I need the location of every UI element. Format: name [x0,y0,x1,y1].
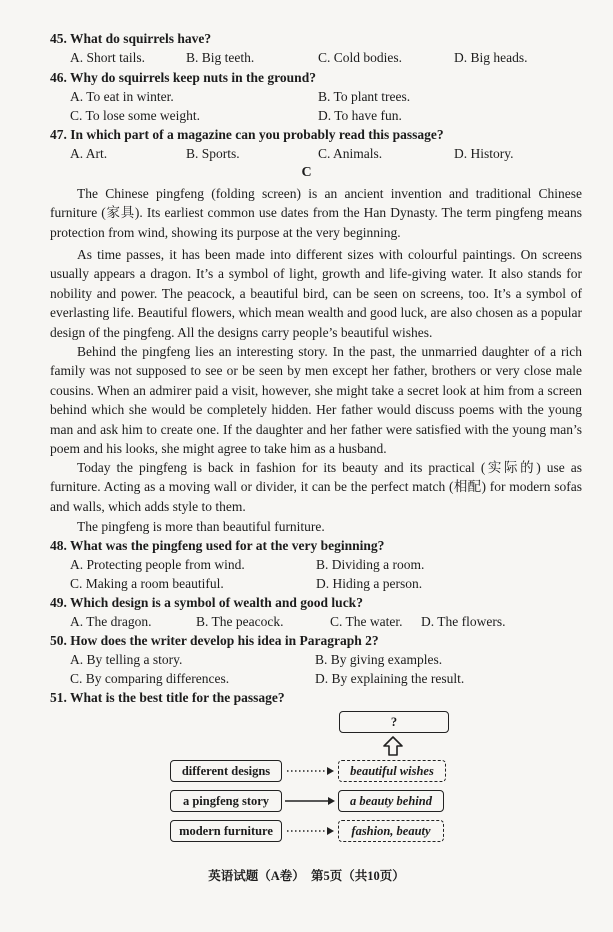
title-answer-box: ? [339,711,449,733]
q47-option-c: C. Animals. [318,146,383,161]
q49-option-c: C. The water. [330,614,403,629]
q50-option-d: D. By explaining the result. [315,671,465,686]
q45-option-a: A. Short tails. [70,50,146,65]
q46-option-b: B. To plant trees. [318,89,411,104]
q50-option-c: C. By comparing differences. [70,671,230,686]
diagram-right-box-3: fashion, beauty [338,820,444,842]
q47-option-b: B. Sports. [186,146,240,161]
passage-paragraph-4: Today the pingfeng is back in fashion for its beauty and its practical (实际的) use as furniture. Acting as a moving wall or divider, it can be the perfect match (相配) for modern sofas and walls, which adds style to them. [50,460,582,514]
arrowhead-1 [327,767,334,775]
q48-option-d: D. Hiding a person. [316,576,423,591]
question-46-stem: 46. Why do squirrels keep nuts in the ground? [50,70,316,85]
q49-option-d: D. The flowers. [421,614,506,629]
question-47-stem: 47. In which part of a magazine can you probably read this passage? [50,127,444,142]
page-footer: 英语试题（A卷） 第5页（共10页） [208,869,405,883]
q47-option-a: A. Art. [70,146,108,161]
diagram-right-box-1: beautiful wishes [338,760,446,782]
arrowhead-3 [327,827,334,835]
diagram-left-box-3: modern furniture [170,820,282,842]
question-50-stem: 50. How does the writer develop his idea in Paragraph 2? [50,633,379,648]
q45-option-c: C. Cold bodies. [318,50,403,65]
passage-paragraph-5: The pingfeng is more than beautiful furniture. [77,519,325,534]
q48-option-b: B. Dividing a room. [316,557,425,572]
q50-option-b: B. By giving examples. [315,652,443,667]
q45-option-b: B. Big teeth. [186,50,255,65]
up-arrow-icon [384,737,402,755]
passage-paragraph-1: The Chinese pingfeng (folding screen) is an ancient invention and traditional Chinese furniture (家具). Its earliest common use dates from the Han Dynasty. The term pingfeng means protection from wind, showing its purpose at the very beginning. [50,186,582,240]
q46-option-d: D. To have fun. [318,108,402,123]
q46-option-a: A. To eat in winter. [70,89,174,104]
diagram-left-box-1: different designs [170,760,282,782]
q49-option-b: B. The peacock. [196,614,284,629]
passage-paragraph-2: As time passes, it has been made into different sizes with colourful paintings. On screens usually appears a dragon. It’s a symbol of light, growth and life-giving water. It also stands for nobility and power. The peacock, a beautiful bird, can be seen on screens, too. It’s a symbol of everlasting life. Beautiful flowers, which mean wealth and good luck, are also chosen as a popular design of the pingfeng. All the designs carry people’s beautiful wishes. [50,247,582,340]
arrowhead-2 [328,797,335,805]
q47-option-d: D. History. [454,146,514,161]
passage-paragraph-3: Behind the pingfeng lies an interesting story. In the past, the unmarried daughter of a rich family was not supposed to see or be seen by men except her father, brothers or very close male cousins. When an admirer paid a visit, however, she might take a secret look at him from a screen behind which she would be completely hidden. Her father would discuss poems with the young man and ask him to create one. If the daughter and her father were satisfied with the young man’s poem and his looks, she might agree to take him as a husband. [50,344,582,457]
diagram-left-box-2: a pingfeng story [170,790,282,812]
q48-option-a: A. Protecting people from wind. [70,557,245,572]
section-heading: C [301,165,312,180]
diagram-right-box-2: a beauty behind [338,790,444,812]
q49-option-a: A. The dragon. [70,614,152,629]
question-48-stem: 48. What was the pingfeng used for at the very beginning? [50,538,385,553]
question-49-stem: 49. Which design is a symbol of wealth and good luck? [50,595,363,610]
question-45-stem: 45. What do squirrels have? [50,31,212,46]
q50-option-a: A. By telling a story. [70,652,183,667]
q45-option-d: D. Big heads. [454,50,528,65]
question-51-stem: 51. What is the best title for the passage? [50,690,285,705]
q46-option-c: C. To lose some weight. [70,108,201,123]
q48-option-c: C. Making a room beautiful. [70,576,224,591]
